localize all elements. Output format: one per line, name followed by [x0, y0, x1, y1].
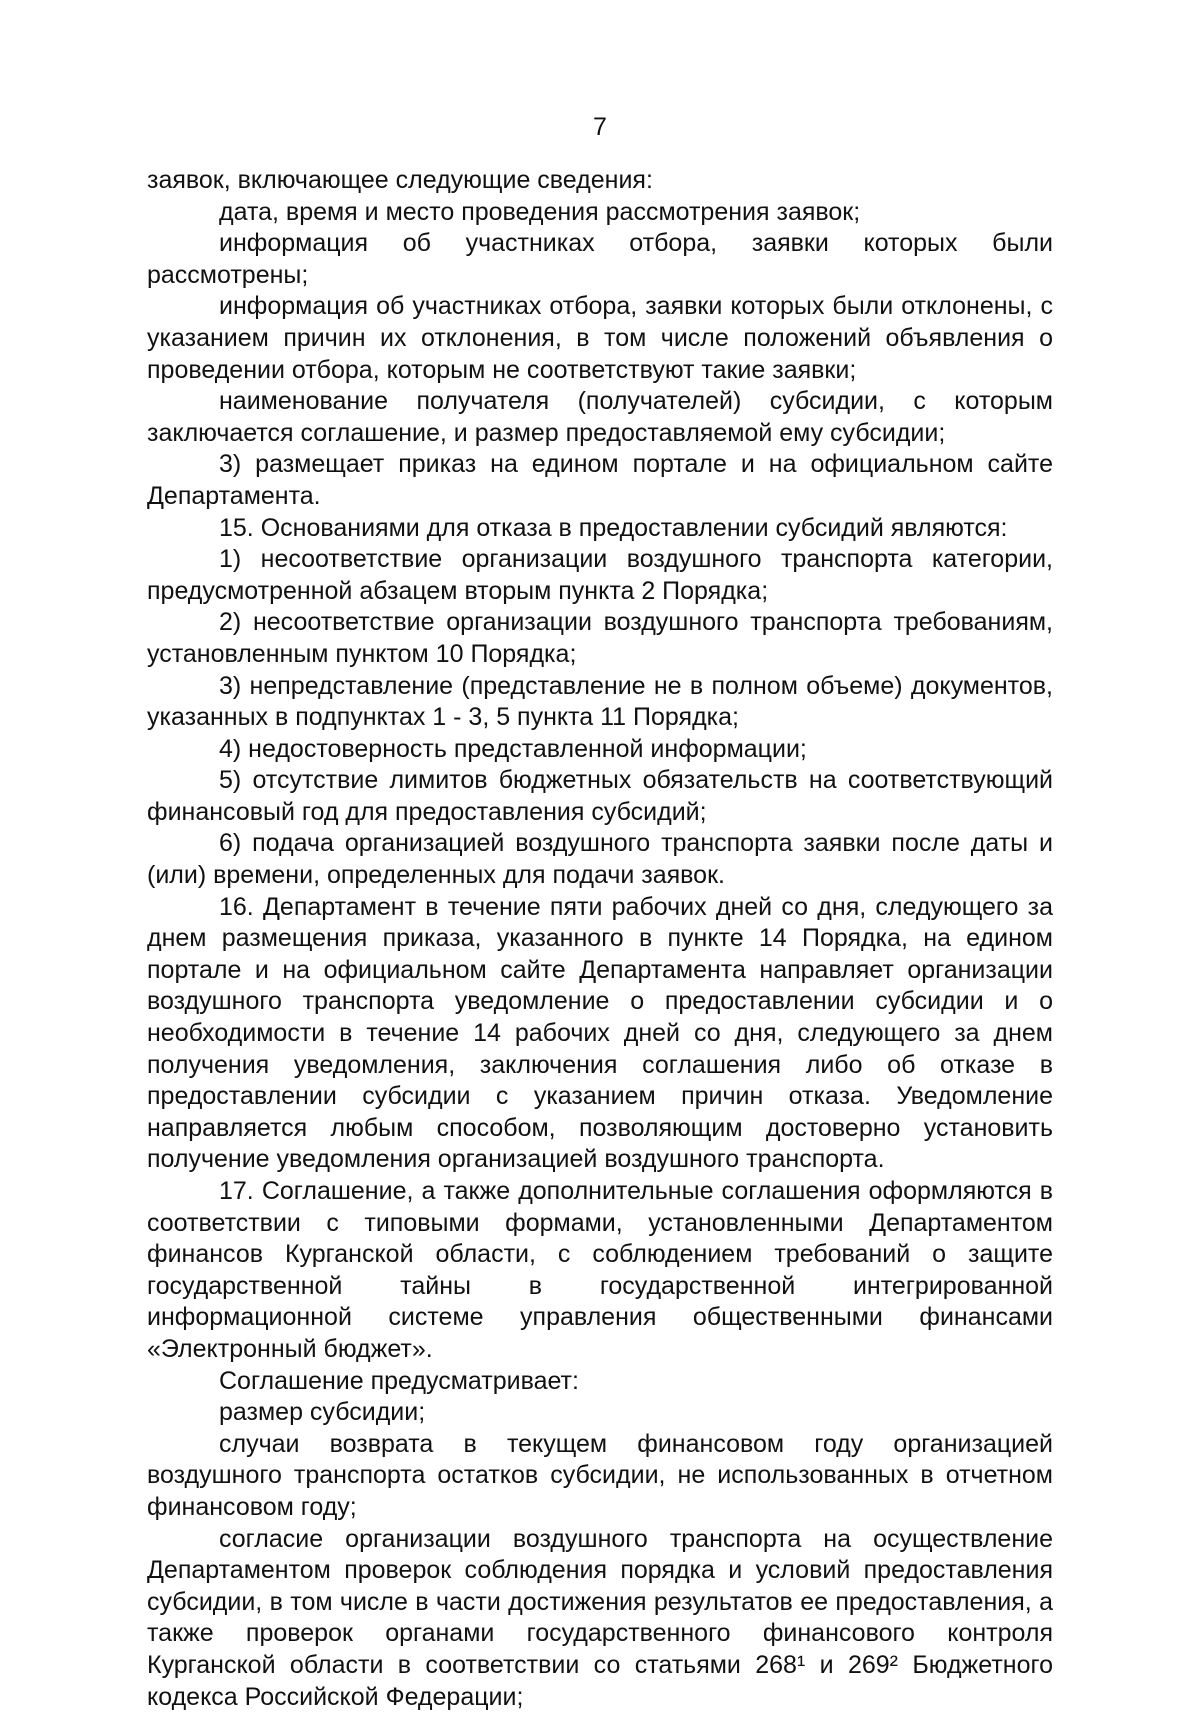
paragraph-continuation: заявок, включающее следующие сведения:: [147, 166, 653, 194]
paragraph: 3) непредставление (представление не в полном объеме) документов, указанных в подпунктах 1 - 3, 5 пункта 11 Порядка;: [147, 671, 1053, 732]
paragraph: 2) несоответствие организации воздушного транспорта требованиям, установленным пунктом 10 Порядка;: [147, 608, 1053, 668]
paragraph-section-17: 17. Соглашение, а также дополнительные соглашения оформляются в соответствии с типовыми формами, установленными Департаментом финансов Курганской области, с соблюдением требований о защите государственной тайны в государственной интегрированной информационной системе управления общественными финансами «Электронный бюджет».: [147, 1177, 1053, 1363]
document-body: [147, 165, 1053, 1713]
paragraph: информация об участниках отбора, заявки которых были отклонены, с указанием причин их отклонения, в том числе положений объявления о проведении отбора, которым не соответствуют такие заявки;: [147, 292, 1053, 384]
paragraph: 1) несоответствие организации воздушного транспорта категории, предусмотренной абзацем вторым пункта 2 Порядка;: [147, 545, 1053, 605]
paragraph: 4) недостоверность представленной информации;: [219, 734, 807, 763]
paragraph: размер субсидии;: [219, 1398, 426, 1427]
paragraph: 6) подача организацией воздушного транспорта заявки после даты и (или) времени, определенных для подачи заявок.: [147, 829, 1053, 890]
paragraph: 5) отсутствие лимитов бюджетных обязательств на соответствующий финансовый год для предоставления субсидий;: [147, 766, 1053, 826]
paragraph: 3) размещает приказ на едином портале и на официальном сайте Департамента.: [147, 450, 1053, 510]
paragraph-section-15: 15. Основаниями для отказа в предоставлении субсидий являются:: [219, 513, 1008, 542]
paragraph: согласие организации воздушного транспорта на осуществление Департаментом проверок соблюдения порядка и условий предоставления субсидии, в том числе в части достижения результатов ее предоставления, а также проверок органами государственного финансового контроля Курганской области в соответствии со статьями 268¹ и 269² Бюджетного кодекса Российской Федерации;: [147, 1524, 1053, 1711]
paragraph: Соглашение предусматривает:: [219, 1366, 579, 1395]
paragraph: наименование получателя (получателей) субсидии, с которым заключается соглашение, и размер предоставляемой ему субсидии;: [147, 387, 1053, 447]
paragraph: информация об участниках отбора, заявки которых были рассмотрены;: [147, 229, 1053, 289]
paragraph-section-16: 16. Департамент в течение пяти рабочих дней со дня, следующего за днем размещения приказа, указанного в пункте 14 Порядка, на едином портале и на официальном сайте Департамента направляет организации воздушного транспорта уведомление о предоставлении субсидии и о необходимости в течение 14 рабочих дней со дня, следующего за днем получения уведомления, заключения соглашения либо об отказе в предоставлении субсидии с указанием причин отказа. Уведомление направляется любым способом, позволяющим достоверно установить получение уведомления организацией воздушного транспорта.: [147, 892, 1053, 1174]
paragraph: дата, время и место проведения рассмотрения заявок;: [219, 197, 861, 226]
paragraph: случаи возврата в текущем финансовом году организацией воздушного транспорта остатков субсидии, не использованных в отчетном финансовом году;: [147, 1429, 1053, 1521]
page-number: 7: [593, 113, 607, 141]
